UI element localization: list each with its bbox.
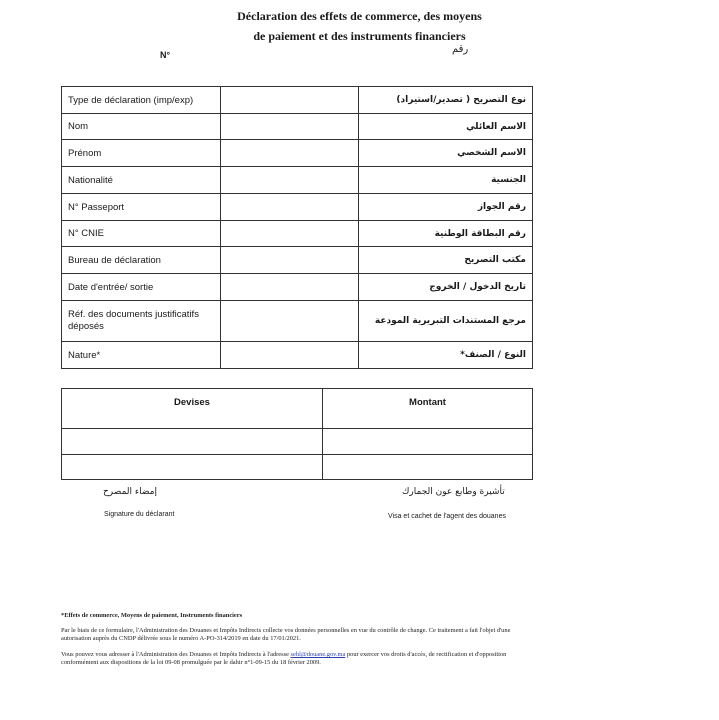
footnote-para-2-text: Vous pouvez vous adresser à l'Administration des Douanes et Impôts Indirects à l'adresse <box>61 651 289 658</box>
field-label-ar: نوع التصريح ( تصدير/استيراد) <box>359 87 533 114</box>
field-input-nom[interactable] <box>221 114 359 140</box>
field-label-ar: مكتب التصريح <box>359 247 533 274</box>
currency-row <box>62 455 533 480</box>
field-label-fr: N° Passeport <box>62 194 221 221</box>
form-title-line2: de paiement et des instruments financiers <box>253 29 466 43</box>
field-input-passeport[interactable] <box>221 194 359 221</box>
signature-declarant-ar: إمضاء المصرح <box>103 487 157 497</box>
field-input-cnie[interactable] <box>221 221 359 247</box>
form-row <box>62 167 533 194</box>
footnote-para-1: Par le biais de ce formulaire, l'Administration des Douanes et Impôts Indirects collecte vos données personnelles en vue du contrôle de change. Ce traitement a fait l'objet d'une autorisation auprès du CNDP délivrée sous le numéro A-PO-314/2019 en date du 17/01/2021. <box>61 627 511 642</box>
form-title-line1: Déclaration des effets de commerce, des moyens <box>237 9 482 23</box>
field-input-bureau[interactable] <box>221 247 359 274</box>
devise-cell[interactable] <box>62 455 323 480</box>
footnote-para-2-text: pour exercer vos droits d'accès, de rectification et d'opposition conformément aux dispositions de la loi 09-08 promulguée par le dahir n°1-09-15 du 18 février 2009. <box>61 651 507 666</box>
form-row <box>62 87 533 114</box>
number-label-ar: رقم <box>452 44 469 55</box>
field-label-ar: رقم البطاقة الوطنية <box>359 221 533 247</box>
field-label-ar: الجنسية <box>359 167 533 194</box>
currency-header-row <box>62 389 533 429</box>
form-row <box>62 140 533 167</box>
signature-declarant-fr: Signature du déclarant <box>104 511 175 518</box>
field-label-fr: Date d'entrée/ sortie <box>62 274 221 301</box>
field-label-fr: Nom <box>62 114 221 140</box>
field-label-ar: الاسم الشخصي <box>359 140 533 167</box>
montant-cell[interactable] <box>323 455 533 480</box>
field-input-prenom[interactable] <box>221 140 359 167</box>
form-row <box>62 274 533 301</box>
form-row <box>62 114 533 140</box>
field-label-fr: Type de déclaration (imp/exp) <box>62 87 221 114</box>
field-label-fr: Prénom <box>62 140 221 167</box>
declaration-form-table <box>61 86 533 369</box>
field-label-fr: Nationalité <box>62 167 221 194</box>
signature-agent-ar: تأشيرة وطابع عون الجمارك <box>402 487 505 497</box>
form-row <box>62 221 533 247</box>
form-row <box>62 194 533 221</box>
field-label-fr: Bureau de déclaration <box>62 247 221 274</box>
field-input-type[interactable] <box>221 87 359 114</box>
field-label-ar: تاريخ الدخول / الخروج <box>359 274 533 301</box>
devise-cell[interactable] <box>62 429 323 455</box>
signature-agent-fr: Visa et cachet de l'agent des douanes <box>388 513 506 520</box>
footnote-heading: *Effets de commerce, Moyens de paiement, Instruments financiers <box>61 612 243 619</box>
field-input-nationalite[interactable] <box>221 167 359 194</box>
field-label-ar: رقم الجواز <box>359 194 533 221</box>
field-label-fr: Réf. des documents justificatifs déposés <box>62 301 221 342</box>
montant-header: Montant <box>323 389 533 429</box>
number-label-fr: N° <box>160 50 171 60</box>
form-row <box>62 301 533 342</box>
field-input-date[interactable] <box>221 274 359 301</box>
field-input-ref-documents[interactable] <box>221 301 359 342</box>
montant-cell[interactable] <box>323 429 533 455</box>
currency-table <box>61 388 533 480</box>
form-row <box>62 342 533 369</box>
field-label-fr: Nature* <box>62 342 221 369</box>
field-label-fr: N° CNIE <box>62 221 221 247</box>
field-input-nature[interactable] <box>221 342 359 369</box>
currency-row <box>62 429 533 455</box>
footnote-para-2 <box>61 651 535 667</box>
form-row <box>62 247 533 274</box>
contact-email-link[interactable]: sehl@douane.gov.ma <box>290 651 346 658</box>
devises-header: Devises <box>62 389 323 429</box>
field-label-ar: مرجع المستندات التبريرية المودعة <box>359 301 533 342</box>
field-label-ar: الاسم العائلي <box>359 114 533 140</box>
field-label-ar: النوع / الصنف* <box>359 342 533 369</box>
